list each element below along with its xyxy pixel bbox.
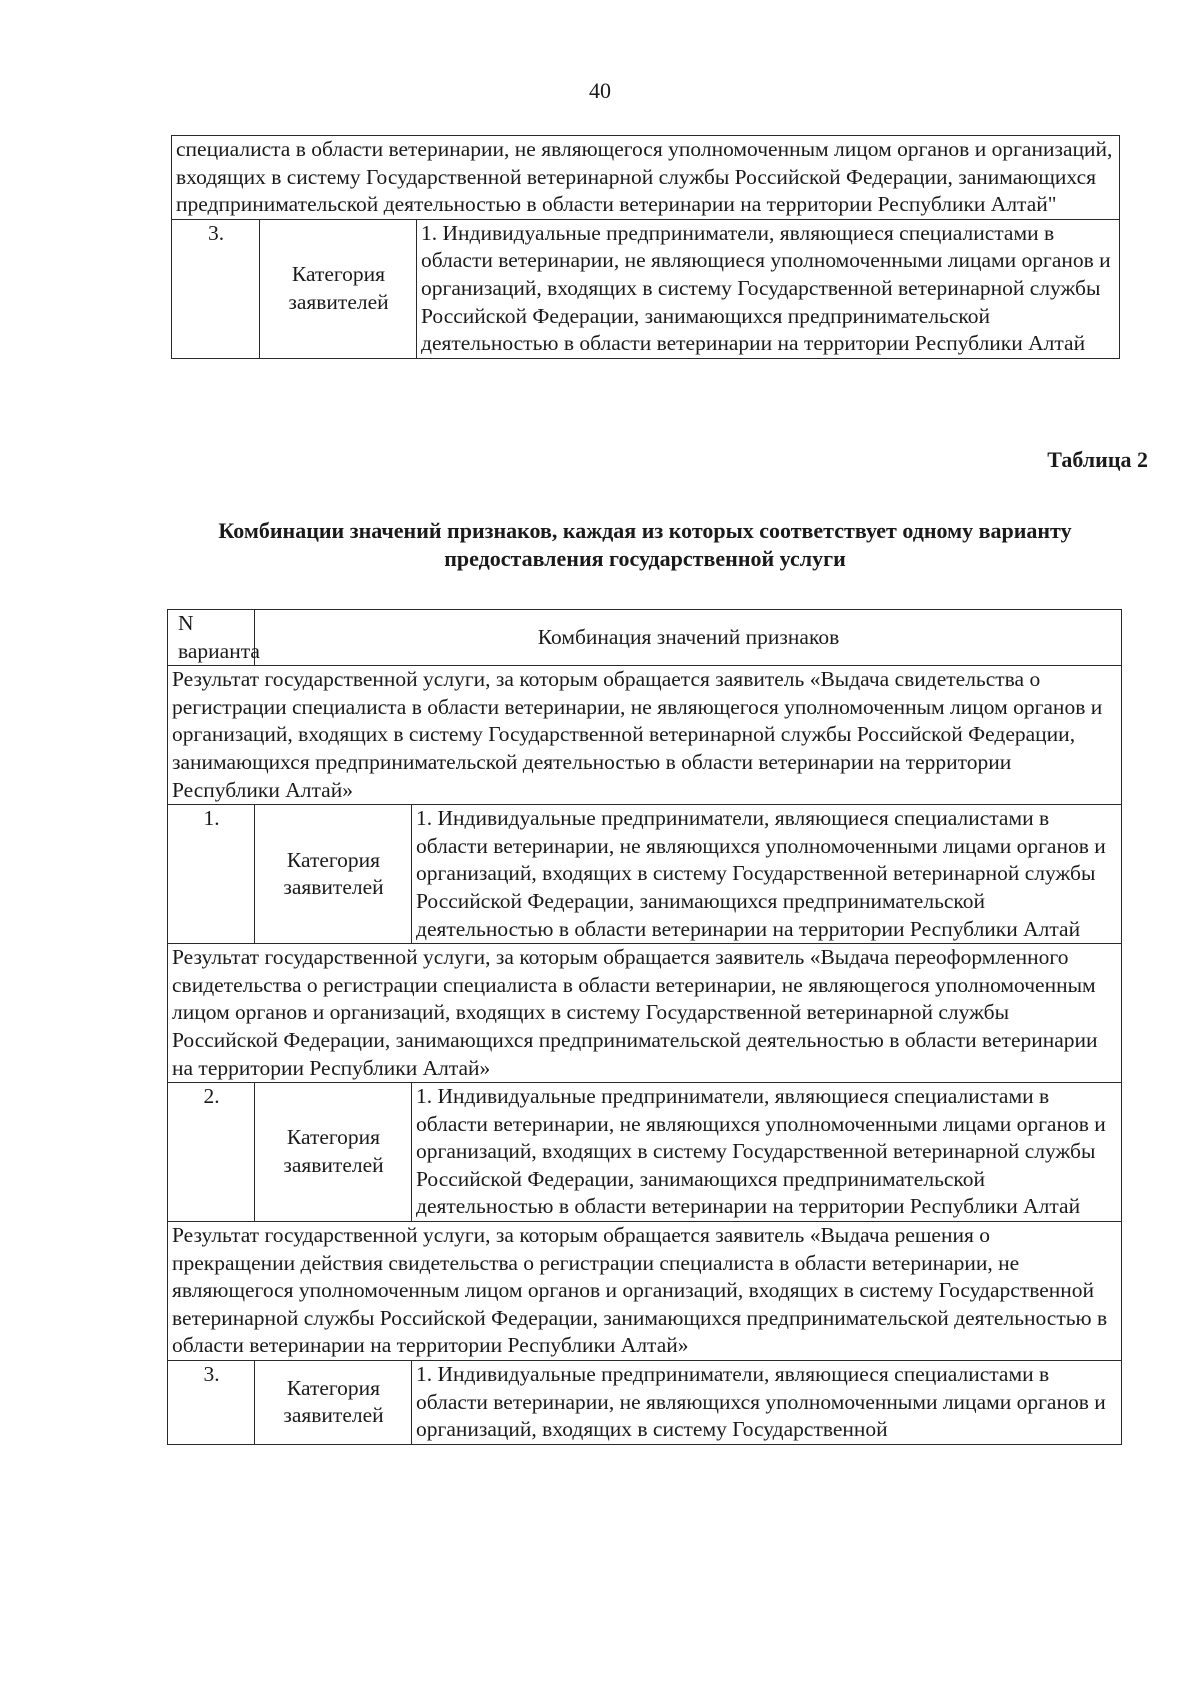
table-2-header-row	[168, 610, 1122, 666]
variant-category-3: Категория заявителей	[255, 1361, 412, 1445]
table-1-continuation-text: специалиста в области ветеринарии, не являющегося уполномоченным лицом органов и организаций, входящих в систему Государственной ветеринарной службы Российской Федерации, занимающихся предпринимательской деятельностью в области ветеринарии на территории Республики Алтай"	[172, 136, 1120, 220]
table-2-label: Таблица 2	[1047, 447, 1148, 472]
table-1-continuation	[171, 135, 1120, 359]
page-number: 40	[589, 78, 611, 103]
table-2-title: Комбинации значений признаков, каждая из которых соответствует одному варианту предоставления государственной услуги	[218, 518, 1072, 571]
result-row-1	[168, 666, 1122, 805]
variant-row-1	[168, 805, 1122, 944]
variant-category-1: Категория заявителей	[255, 805, 412, 944]
variant-row-3	[168, 1361, 1122, 1445]
result-text-2: Результат государственной услуги, за которым обращается заявитель «Выдача переоформленного свидетельства о регистрации специалиста в области ветеринарии, не являющегося уполномоченным лицом органов и организаций, входящих в систему Государственной ветеринарной службы Российской Федерации, занимающихся предпринимательской деятельностью в области ветеринарии на территории Республики Алтай»	[168, 944, 1122, 1083]
table-1-row-3	[172, 219, 1120, 358]
variant-number-1: 1.	[168, 805, 255, 944]
variant-category-2: Категория заявителей	[255, 1083, 412, 1222]
table-1-row-value: 1. Индивидуальные предприниматели, являющиеся специалистами в области ветеринарии, не являющиеся уполномоченными лицами органов и организаций, входящих в систему Государственной ветеринарной службы Российской Федерации, занимающихся предпринимательской деятельностью в области ветеринарии на территории Республики Алтай	[417, 219, 1120, 358]
result-row-3	[168, 1222, 1122, 1361]
table-1-row-category: Категория заявителей	[260, 219, 417, 358]
header-variant-number: N варианта	[168, 610, 255, 666]
variant-value-2: 1. Индивидуальные предприниматели, являющиеся специалистами в области ветеринарии, не являющихся уполномоченными лицами органов и организаций, входящих в систему Государственной ветеринарной службы Российской Федерации, занимающихся предпринимательской деятельностью в области ветеринарии на территории Республики Алтай	[412, 1083, 1122, 1222]
variant-row-2	[168, 1083, 1122, 1222]
table-2	[167, 609, 1122, 1445]
result-row-2	[168, 944, 1122, 1083]
variant-value-1: 1. Индивидуальные предприниматели, являющиеся специалистами в области ветеринарии, не являющихся уполномоченными лицами органов и организаций, входящих в систему Государственной ветеринарной службы Российской Федерации, занимающихся предпринимательской деятельностью в области ветеринарии на территории Республики Алтай	[412, 805, 1122, 944]
result-text-1: Результат государственной услуги, за которым обращается заявитель «Выдача свидетельства о регистрации специалиста в области ветеринарии, не являющегося уполномоченным лицом органов и организаций, входящих в систему Государственной ветеринарной службы Российской Федерации, занимающихся предпринимательской деятельностью в области ветеринарии на территории Республики Алтай»	[168, 666, 1122, 805]
variant-number-2: 2.	[168, 1083, 255, 1222]
header-combination: Комбинация значений признаков	[255, 610, 1122, 666]
variant-number-3: 3.	[168, 1361, 255, 1445]
result-text-3: Результат государственной услуги, за которым обращается заявитель «Выдача решения о прекращении действия свидетельства о регистрации специалиста в области ветеринарии, не являющегося уполномоченным лицом органов и организаций, входящих в систему Государственной ветеринарной службы Российской Федерации, занимающихся предпринимательской деятельностью в области ветеринарии на территории Республики Алтай»	[168, 1222, 1122, 1361]
variant-value-3: 1. Индивидуальные предприниматели, являющиеся специалистами в области ветеринарии, не являющихся уполномоченными лицами органов и организаций, входящих в систему Государственной	[412, 1361, 1122, 1445]
table-1-continuation-row	[172, 136, 1120, 220]
table-1-row-number: 3.	[172, 219, 260, 358]
